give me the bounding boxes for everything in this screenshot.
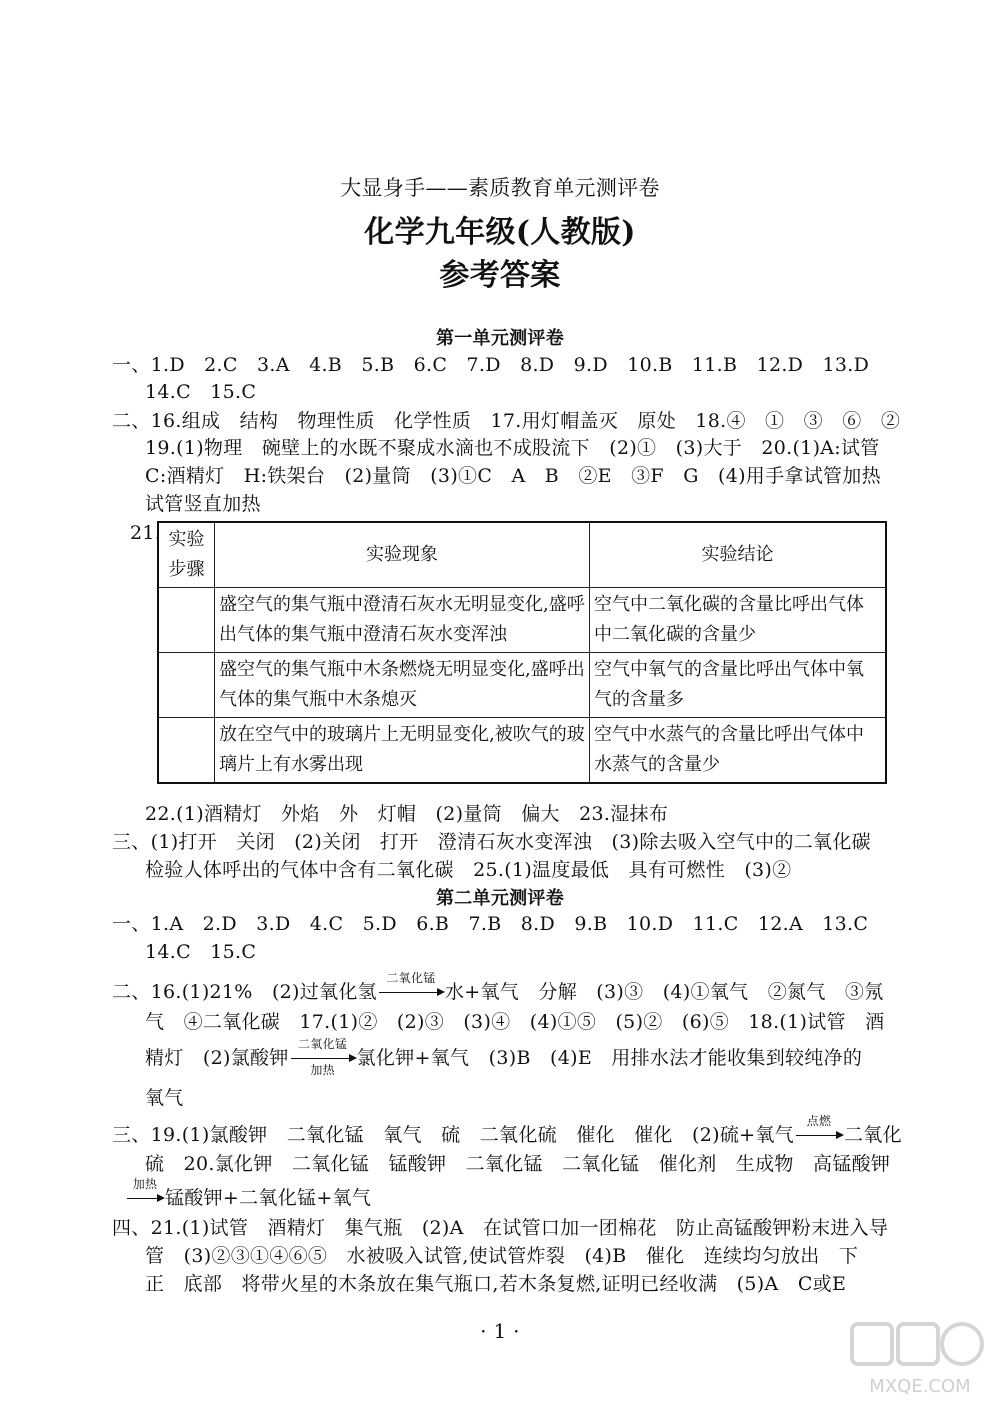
reaction-condition: 点燃 [806, 1114, 832, 1128]
header-cell: 实验步骤 [158, 522, 215, 588]
reaction-condition: 加热 [132, 1177, 158, 1191]
unit2-heading: 第二单元测评卷 [435, 888, 565, 909]
answer-line: 14.C 15.C [145, 381, 257, 403]
answer-line: 一、1.A 2.D 3.D 4.C 5.D 6.B 7.B 8.D 9.B 10.D 11.C 12.A 13.C [112, 913, 869, 935]
table-cell [158, 718, 215, 784]
document-subtitle: 参考答案 [439, 258, 561, 293]
answer-line: 正 底部 将带火星的木条放在集气瓶口,若木条复燃,证明已经收满 (5)A C或E [145, 1273, 847, 1295]
table-row [158, 653, 886, 718]
watermark-logo [850, 1320, 990, 1400]
table-header-row [158, 522, 886, 588]
reaction-condition: 二氧化锰 [386, 971, 436, 985]
watermark-text: MXQE.COM [869, 1376, 971, 1397]
table-cell: 空气中二氧化碳的含量比呼出气体中二氧化碳的含量少 [590, 588, 887, 653]
answer-line: 气 ④二氧化碳 17.(1)② (2)③ (3)④ (4)①⑤ (5)② (6)⑤ 18.(1)试管 酒 [145, 1011, 885, 1033]
answer-line: 14.C 15.C [145, 941, 257, 963]
answer-line [112, 1114, 902, 1147]
header-cell: 实验结论 [590, 522, 887, 588]
text-segment: 二氧化 [843, 1124, 902, 1146]
text-segment: 氯化钾+氧气 (3)B (4)E 用排水法才能收集到较纯净的 [356, 1047, 863, 1069]
answer-line: 19.(1)物理 碗壁上的水既不聚成水滴也不成股流下 (2)① (3)大于 20.(1)A:试管 [145, 437, 880, 459]
table-cell [158, 653, 215, 718]
answer-line: 试管竖直加热 [145, 493, 261, 515]
table-cell: 盛空气的集气瓶中木条燃烧无明显变化,盛呼出气体的集气瓶中木条熄灭 [215, 653, 590, 718]
table-row [158, 718, 886, 784]
question-number: 21. [130, 522, 162, 544]
table-cell: 盛空气的集气瓶中澄清石灰水无明显变化,盛呼出气体的集气瓶中澄清石灰水变浑浊 [215, 588, 590, 653]
series-title: 大显身手——素质教育单元测评卷 [340, 176, 660, 200]
experiment-table [157, 521, 887, 784]
text-segment: 三、19.(1)氯酸钾 二氧化锰 氧气 硫 二氧化硫 催化 催化 (2)硫+氧气 [112, 1124, 794, 1146]
text-segment: 水+氧气 分解 (3)③ (4)①氧气 ②氮气 ③氖 [444, 981, 884, 1003]
answer-line [145, 1037, 863, 1077]
answer-line: 检验人体呼出的气体中含有二氧化碳 25.(1)温度最低 具有可燃性 (3)② [145, 859, 792, 881]
table-cell: 空气中氧气的含量比呼出气体中氧气的含量多 [590, 653, 887, 718]
document-title: 化学九年级(人教版) [364, 215, 636, 250]
answer-line: 管 (3)②③①④⑥⑤ 水被吸入试管,使试管炸裂 (4)B 催化 连续均匀放出 下 [145, 1245, 859, 1267]
answer-line: 氧气 [145, 1087, 184, 1109]
header-cell: 实验现象 [215, 522, 590, 588]
answer-line: C:酒精灯 H:铁架台 (2)量筒 (3)①C A B ②E ③F G (4)用手拿试管加热 [145, 465, 881, 487]
reaction-arrow [377, 971, 445, 1004]
reaction-arrow [794, 1114, 844, 1147]
reaction-arrow [289, 1037, 357, 1077]
table-cell: 空气中水蒸气的含量比呼出气体中水蒸气的含量少 [590, 718, 887, 784]
page-number: · 1 · [480, 1319, 520, 1343]
text-segment: 二、16.(1)21% (2)过氧化氢 [112, 981, 377, 1003]
table-cell: 放在空气中的玻璃片上无明显变化,被吹气的玻璃片上有水雾出现 [215, 718, 590, 784]
answer-line: 一、1.D 2.C 3.A 4.B 5.B 6.C 7.D 8.D 9.D 10.B 11.B 12.D 13.D [112, 354, 870, 376]
table-row [158, 588, 886, 653]
table-cell [158, 588, 215, 653]
answer-line: 22.(1)酒精灯 外焰 外 灯帽 (2)量筒 偏大 23.湿抹布 [145, 803, 669, 825]
answer-line: 四、21.(1)试管 酒精灯 集气瓶 (2)A 在试管口加一团棉花 防止高锰酸钾粉末进入导 [112, 1217, 889, 1239]
answer-line: 二、16.组成 结构 物理性质 化学性质 17.用灯帽盖灭 原处 18.④ ① ③ ⑥ ② [112, 410, 901, 432]
reaction-condition: 加热 [310, 1063, 335, 1077]
reaction-arrow [125, 1177, 165, 1210]
answer-line: 三、(1)打开 关闭 (2)关闭 打开 澄清石灰水变浑浊 (3)除去吸入空气中的二氧化碳 [112, 831, 871, 853]
unit1-heading: 第一单元测评卷 [435, 328, 565, 349]
text-segment: 锰酸钾+二氧化锰+氧气 [165, 1187, 372, 1209]
reaction-condition: 二氧化锰 [298, 1037, 348, 1051]
answer-line: 硫 20.氯化钾 二氧化锰 锰酸钾 二氧化锰 二氧化锰 催化剂 生成物 高锰酸钾 [145, 1153, 891, 1175]
text-segment: 精灯 (2)氯酸钾 [145, 1047, 289, 1069]
answer-line [112, 971, 884, 1004]
answer-line [125, 1177, 372, 1210]
